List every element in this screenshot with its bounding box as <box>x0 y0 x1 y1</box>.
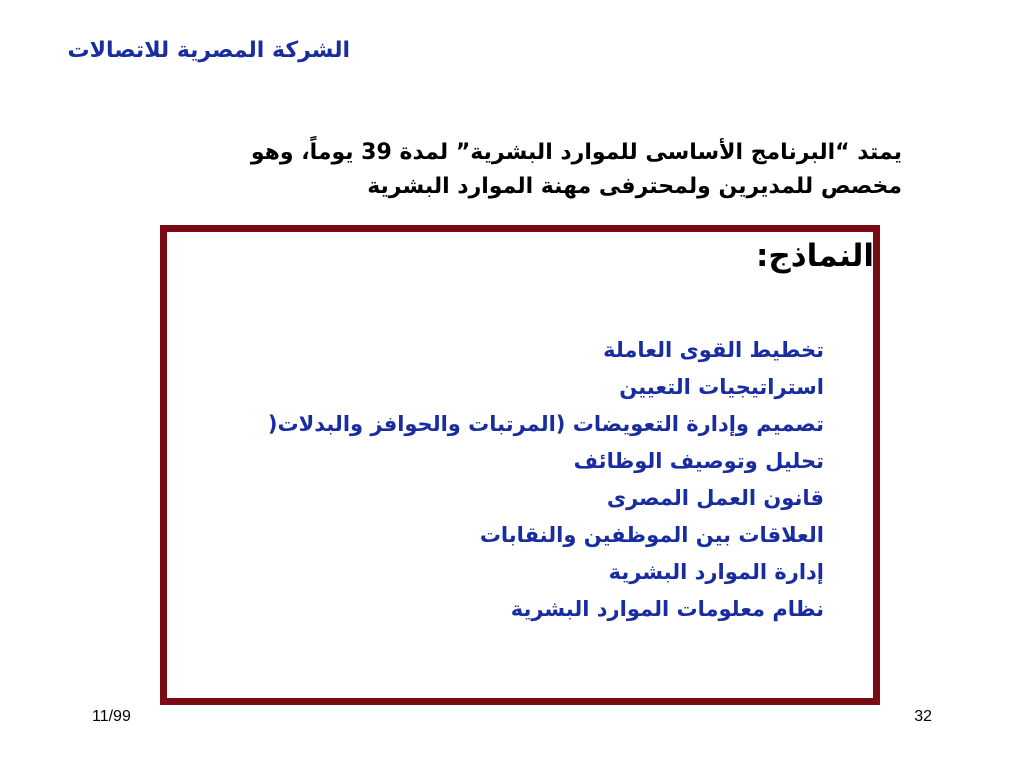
company-title: الشركة المصرية للاتصالات <box>67 38 350 63</box>
list-item: نظام معلومات الموارد البشرية <box>510 597 824 621</box>
list-item: تخطيط القوى العاملة <box>603 338 824 362</box>
list-item: تصميم وإدارة التعويضات (المرتبات والحوافز والبدلات( <box>267 412 824 436</box>
page-number: 32 <box>914 708 932 725</box>
models-heading: النماذج: <box>756 238 874 274</box>
intro-paragraph <box>182 136 902 204</box>
intro-line-1: يمتد “البرنامج الأساسى للموارد البشرية” لمدة 39 يوماً، وهو <box>250 140 902 165</box>
list-item: تحليل وتوصيف الوظائف <box>573 449 824 473</box>
footer-date: 11/99 <box>92 708 131 725</box>
list-item: إدارة الموارد البشرية <box>608 560 824 584</box>
list-item: استراتيجيات التعيين <box>619 375 824 399</box>
models-list <box>184 332 824 628</box>
intro-line-2: مخصص للمديرين ولمحترفى مهنة الموارد البشرية <box>367 174 902 199</box>
list-item: العلاقات بين الموظفين والنقابات <box>479 523 824 547</box>
list-item: قانون العمل المصرى <box>606 486 824 510</box>
